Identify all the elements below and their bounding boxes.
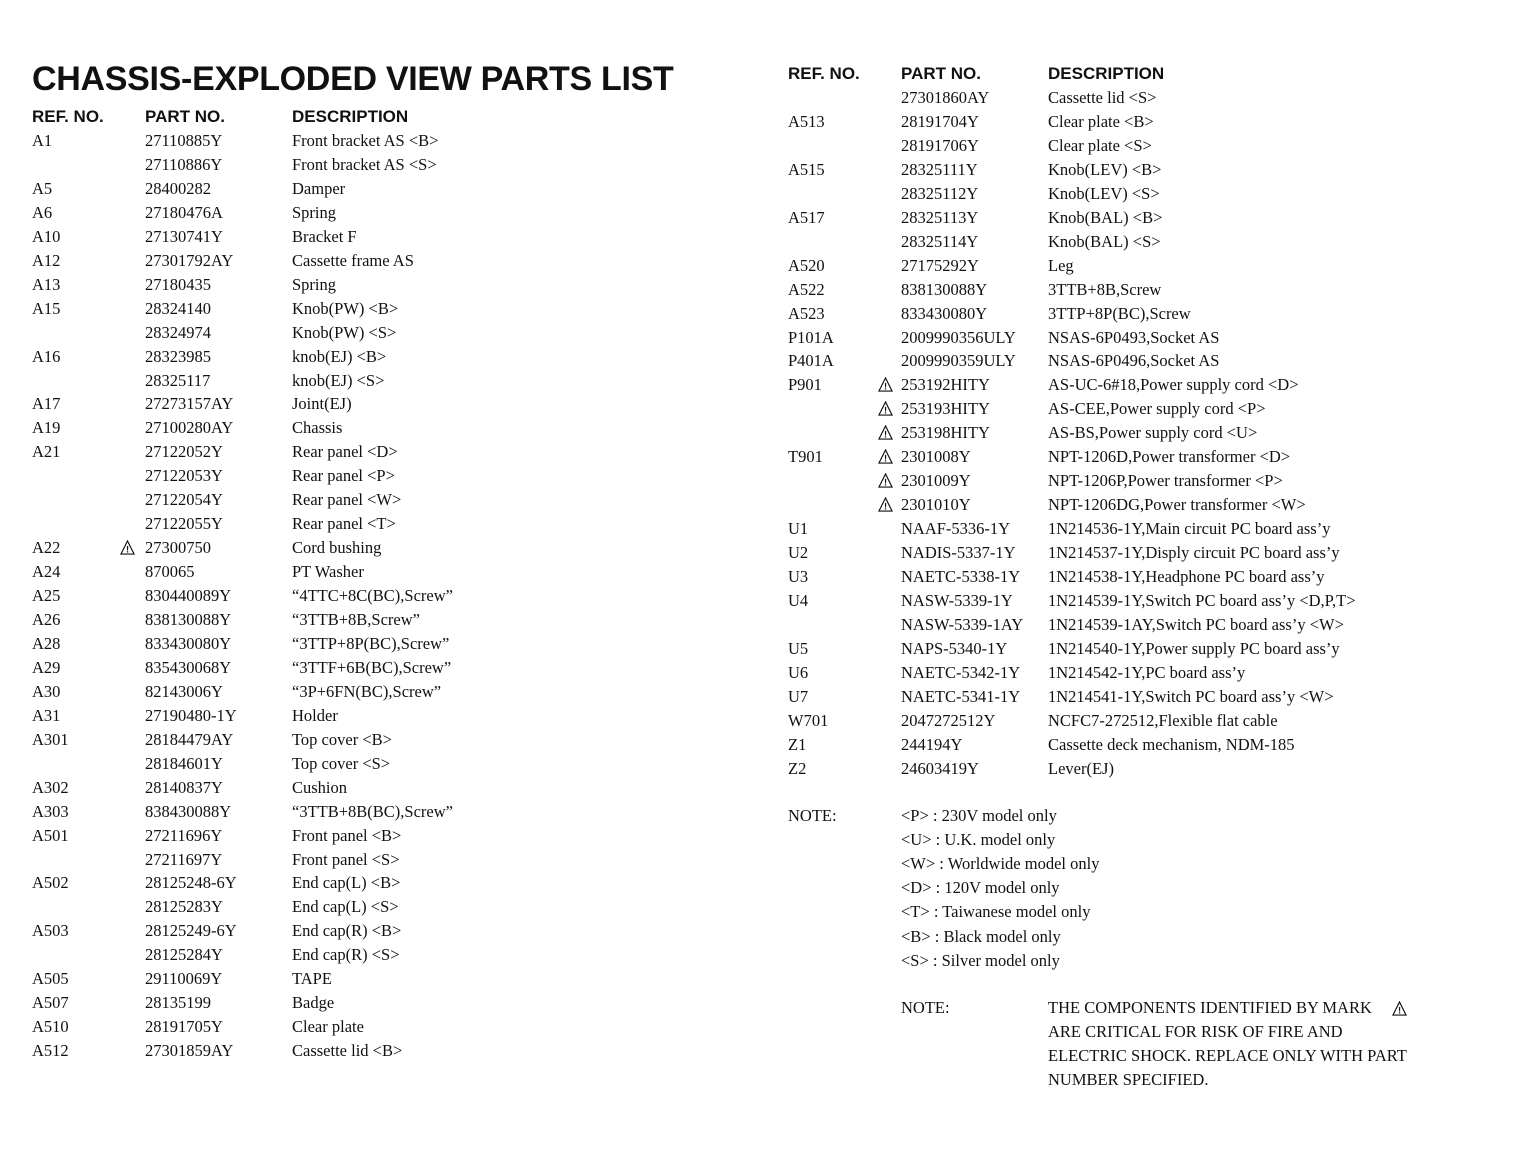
part-no-cell: 28191704Y <box>901 111 979 131</box>
part-no-cell: 27122055Y <box>145 514 223 534</box>
part-no-cell: 28125284Y <box>145 945 223 965</box>
description-cell: Rear panel <P> <box>292 466 395 486</box>
ref-no-cell: A12 <box>32 250 61 270</box>
ref-no-cell: A10 <box>32 226 61 246</box>
description-cell: Cassette deck mechanism, NDM-185 <box>1048 734 1295 754</box>
part-no-cell: 2301009Y <box>901 471 971 491</box>
warning-triangle-icon <box>878 497 893 512</box>
description-cell: Spring <box>292 202 337 222</box>
ref-no-cell: A503 <box>32 921 69 941</box>
part-no-cell: 27211696Y <box>145 825 223 845</box>
ref-no-cell: A29 <box>32 657 61 677</box>
description-cell: 1N214536-1Y,Main circuit PC board ass’y <box>1048 519 1331 539</box>
description-cell: Clear plate <S> <box>1048 135 1152 155</box>
svg-text:!: ! <box>883 501 888 512</box>
part-no-cell: NAAF-5336-1Y <box>901 519 1011 539</box>
description-cell: Bracket F <box>292 226 357 246</box>
part-no-cell: 870065 <box>145 562 195 582</box>
description-cell: Cassette frame AS <box>292 250 414 270</box>
page-title: CHASSIS-EXPLODED VIEW PARTS LIST <box>32 60 674 98</box>
part-no-cell: 24603419Y <box>901 758 979 778</box>
ref-no-cell: A515 <box>788 159 825 179</box>
right-header-ref: REF. NO. <box>788 64 860 83</box>
part-no-cell: 27211697Y <box>145 849 223 869</box>
description-cell: NCFC7-272512,Flexible flat cable <box>1048 710 1278 730</box>
description-cell: NSAS-6P0493,Socket AS <box>1048 327 1220 347</box>
part-no-cell: 2301010Y <box>901 495 971 515</box>
description-cell: 1N214538-1Y,Headphone PC board ass’y <box>1048 567 1325 586</box>
description-cell: Knob(PW) <B> <box>292 298 399 318</box>
note2-line: THE COMPONENTS IDENTIFIED BY MARK <box>1048 998 1372 1017</box>
part-no-cell: NASW-5339-1Y <box>901 590 1013 610</box>
part-no-cell: 27122054Y <box>145 490 223 510</box>
description-cell: Cassette lid <B> <box>292 1041 403 1061</box>
svg-text:!: ! <box>883 453 888 464</box>
description-cell: NSAS-6P0496,Socket AS <box>1048 351 1220 371</box>
part-no-cell: 27273157AY <box>145 394 234 414</box>
ref-no-cell: P901 <box>788 375 822 395</box>
part-no-cell: 27301860AY <box>901 88 990 107</box>
description-cell: AS-CEE,Power supply cord <P> <box>1048 399 1266 419</box>
part-no-cell: 27175292Y <box>901 255 979 275</box>
ref-no-cell: U6 <box>788 662 809 682</box>
note2-label: NOTE: <box>901 998 950 1017</box>
ref-no-cell: A5 <box>32 178 53 198</box>
description-cell: Lever(EJ) <box>1048 758 1114 778</box>
ref-no-cell: A13 <box>32 274 61 294</box>
ref-no-cell: Z1 <box>788 734 807 754</box>
description-cell: Cord bushing <box>292 538 382 558</box>
description-cell: Clear plate <box>292 1017 364 1037</box>
warning-triangle-icon <box>878 377 893 392</box>
ref-no-cell: A24 <box>32 562 61 582</box>
description-cell: knob(EJ) <S> <box>292 370 385 390</box>
part-no-cell: 28325112Y <box>901 183 979 203</box>
ref-no-cell: A522 <box>788 279 825 299</box>
ref-no-cell: A15 <box>32 298 61 318</box>
ref-no-cell: A1 <box>32 131 53 150</box>
description-cell: Cushion <box>292 777 348 797</box>
description-cell: “3TTB+8B(BC),Screw” <box>292 801 453 821</box>
part-no-cell: 244194Y <box>901 734 963 754</box>
svg-text:!: ! <box>125 544 130 555</box>
description-cell: NPT-1206D,Power transformer <D> <box>1048 447 1291 467</box>
part-no-cell: 28184601Y <box>145 753 223 773</box>
part-no-cell: 28140837Y <box>145 777 223 797</box>
part-no-cell: 27110885Y <box>145 131 223 150</box>
ref-no-cell: U2 <box>788 543 809 563</box>
ref-no-cell: U3 <box>788 567 809 586</box>
description-cell: 1N214542-1Y,PC board ass’y <box>1048 662 1246 682</box>
description-cell: Knob(BAL) <S> <box>1048 231 1161 251</box>
ref-no-cell: P401A <box>788 351 834 371</box>
warning-triangle-icon <box>1392 1001 1407 1016</box>
part-no-cell: 838430088Y <box>145 801 232 821</box>
part-no-cell: 27130741Y <box>145 226 223 246</box>
description-cell: End cap(R) <S> <box>292 945 400 965</box>
part-no-cell: NAPS-5340-1Y <box>901 638 1008 658</box>
part-no-cell: NASW-5339-1AY <box>901 614 1024 634</box>
description-cell: Rear panel <T> <box>292 514 396 534</box>
part-no-cell: 833430080Y <box>901 303 988 323</box>
part-no-cell: NAETC-5342-1Y <box>901 662 1021 682</box>
ref-no-cell: W701 <box>788 710 829 730</box>
part-no-cell: 28325111Y <box>901 159 978 179</box>
part-no-cell: 27122052Y <box>145 442 223 462</box>
left-header-ref: REF. NO. <box>32 107 104 126</box>
part-no-cell: 253198HITY <box>901 423 990 443</box>
part-no-cell: 27301792AY <box>145 250 234 270</box>
part-no-cell: 838130088Y <box>145 610 232 629</box>
part-no-cell: 28191705Y <box>145 1017 223 1037</box>
description-cell: Front panel <S> <box>292 849 400 869</box>
ref-no-cell: U1 <box>788 519 809 539</box>
description-cell: 1N214539-1AY,Switch PC board ass’y <W> <box>1048 614 1344 634</box>
description-cell: Joint(EJ) <box>292 394 352 414</box>
description-cell: knob(EJ) <B> <box>292 346 387 366</box>
description-cell: “3TTB+8B,Screw” <box>292 610 420 629</box>
ref-no-cell: A301 <box>32 729 69 749</box>
left-header-desc: DESCRIPTION <box>292 107 409 126</box>
part-no-cell: 253192HITY <box>901 375 990 395</box>
description-cell: 1N214539-1Y,Switch PC board ass’y <D,P,T> <box>1048 590 1356 610</box>
description-cell: Leg <box>1048 255 1074 275</box>
ref-no-cell: P101A <box>788 327 834 347</box>
warning-triangle-icon <box>120 540 135 555</box>
ref-no-cell: U5 <box>788 638 809 658</box>
warning-triangle-icon <box>878 401 893 416</box>
svg-text:!: ! <box>883 382 888 393</box>
description-cell: 1N214537-1Y,Disply circuit PC board ass’y <box>1048 543 1340 563</box>
ref-no-cell: A507 <box>32 993 69 1013</box>
ref-no-cell: A21 <box>32 442 61 462</box>
part-no-cell: 2047272512Y <box>901 710 996 730</box>
ref-no-cell: A512 <box>32 1041 69 1061</box>
part-no-cell: 28135199 <box>145 993 211 1013</box>
ref-no-cell: A30 <box>32 681 61 701</box>
part-no-cell: 28324140 <box>145 298 211 318</box>
part-no-cell: 28325117 <box>145 370 211 390</box>
part-no-cell: 28184479AY <box>145 729 234 749</box>
description-cell: AS-BS,Power supply cord <U> <box>1048 423 1258 443</box>
part-no-cell: 27301859AY <box>145 1041 234 1061</box>
description-cell: Chassis <box>292 418 343 438</box>
part-no-cell: 2009990356ULY <box>901 327 1016 347</box>
part-no-cell: 28125248-6Y <box>145 873 237 893</box>
ref-no-cell: A25 <box>32 586 61 606</box>
description-cell: PT Washer <box>292 562 364 582</box>
description-cell: Holder <box>292 705 338 725</box>
part-no-cell: 27100280AY <box>145 418 234 438</box>
ref-no-cell: A523 <box>788 303 825 323</box>
left-header-part: PART NO. <box>145 107 225 126</box>
note-item: <S> : Silver model only <box>901 950 1060 970</box>
part-no-cell: 27110886Y <box>145 154 223 174</box>
description-cell: Badge <box>292 993 335 1013</box>
description-cell: “3TTP+8P(BC),Screw” <box>292 633 450 653</box>
part-no-cell: NAETC-5341-1Y <box>901 686 1021 706</box>
ref-no-cell: A31 <box>32 705 61 725</box>
description-cell: Knob(PW) <S> <box>292 322 397 342</box>
note-item: <P> : 230V model only <box>901 806 1057 825</box>
note2-line: NUMBER SPECIFIED. <box>1048 1070 1209 1089</box>
right-header-part: PART NO. <box>901 64 981 83</box>
description-cell: Rear panel <W> <box>292 490 402 510</box>
description-cell: Knob(LEV) <B> <box>1048 159 1162 179</box>
part-no-cell: 27190480-1Y <box>145 705 237 725</box>
svg-text:!: ! <box>883 429 888 440</box>
svg-text:!: ! <box>1397 1005 1402 1016</box>
description-cell: Spring <box>292 274 337 294</box>
part-no-cell: 835430068Y <box>145 657 232 677</box>
description-cell: Knob(BAL) <B> <box>1048 207 1163 227</box>
description-cell: Top cover <B> <box>292 729 392 749</box>
ref-no-cell: A303 <box>32 801 69 821</box>
part-no-cell: 28324974 <box>145 322 211 342</box>
part-no-cell: 82143006Y <box>145 681 223 701</box>
part-no-cell: 28125249-6Y <box>145 921 237 941</box>
ref-no-cell: A501 <box>32 825 69 845</box>
part-no-cell: 27180476A <box>145 202 223 222</box>
part-no-cell: 27122053Y <box>145 466 223 486</box>
description-cell: Front bracket AS <B> <box>292 131 439 150</box>
ref-no-cell: A28 <box>32 633 61 653</box>
part-no-cell: NADIS-5337-1Y <box>901 543 1016 563</box>
description-cell: End cap(L) <S> <box>292 897 399 917</box>
ref-no-cell: U4 <box>788 590 809 610</box>
description-cell: “3P+6FN(BC),Screw” <box>292 681 442 701</box>
part-no-cell: 28325114Y <box>901 231 979 251</box>
note-item: <D> : 120V model only <box>901 878 1060 898</box>
ref-no-cell: Z2 <box>788 758 807 778</box>
svg-text:!: ! <box>883 477 888 488</box>
note-item: <W> : Worldwide model only <box>901 854 1100 874</box>
description-cell: Cassette lid <S> <box>1048 88 1157 107</box>
part-no-cell: 27180435 <box>145 274 211 294</box>
ref-no-cell: A520 <box>788 255 825 275</box>
note-item: <U> : U.K. model only <box>901 830 1056 850</box>
right-header-desc: DESCRIPTION <box>1048 64 1165 83</box>
ref-no-cell: A513 <box>788 111 825 131</box>
ref-no-cell: A517 <box>788 207 825 227</box>
warning-triangle-icon <box>878 425 893 440</box>
note2-line: ELECTRIC SHOCK. REPLACE ONLY WITH PART <box>1048 1046 1407 1065</box>
part-no-cell: 2301008Y <box>901 447 971 467</box>
svg-text:!: ! <box>883 406 888 416</box>
part-no-cell: 2009990359ULY <box>901 351 1016 371</box>
ref-no-cell: A505 <box>32 969 69 989</box>
part-no-cell: NAETC-5338-1Y <box>901 567 1021 586</box>
note2-line: ARE CRITICAL FOR RISK OF FIRE AND <box>1048 1022 1343 1041</box>
part-no-cell: 28323985 <box>145 346 211 366</box>
part-no-cell: 27300750 <box>145 538 211 558</box>
description-cell: Top cover <S> <box>292 753 391 773</box>
description-cell: TAPE <box>292 969 332 989</box>
ref-no-cell: A19 <box>32 418 61 438</box>
description-cell: Front bracket AS <S> <box>292 154 437 174</box>
description-cell: “3TTF+6B(BC),Screw” <box>292 657 452 677</box>
description-cell: End cap(L) <B> <box>292 873 401 893</box>
description-cell: 1N214540-1Y,Power supply PC board ass’y <box>1048 638 1340 658</box>
ref-no-cell: A26 <box>32 610 61 629</box>
description-cell: Front panel <B> <box>292 825 402 845</box>
part-no-cell: 29110069Y <box>145 969 223 989</box>
part-no-cell: 28125283Y <box>145 897 223 917</box>
note-label: NOTE: <box>788 806 837 825</box>
part-no-cell: 838130088Y <box>901 279 988 299</box>
ref-no-cell: A502 <box>32 873 69 893</box>
description-cell: Rear panel <D> <box>292 442 398 462</box>
note-item: <T> : Taiwanese model only <box>901 902 1091 922</box>
ref-no-cell: U7 <box>788 686 809 706</box>
warning-triangle-icon <box>878 473 893 488</box>
description-cell: NPT-1206P,Power transformer <P> <box>1048 471 1283 491</box>
ref-no-cell: A16 <box>32 346 61 366</box>
part-no-cell: 253193HITY <box>901 399 990 419</box>
description-cell: 3TTB+8B,Screw <box>1048 279 1162 299</box>
description-cell: 3TTP+8P(BC),Screw <box>1048 303 1191 323</box>
description-cell: 1N214541-1Y,Switch PC board ass’y <W> <box>1048 686 1334 706</box>
ref-no-cell: A6 <box>32 202 53 222</box>
part-no-cell: 28191706Y <box>901 135 979 155</box>
description-cell: Clear plate <B> <box>1048 111 1154 131</box>
description-cell: “4TTC+8C(BC),Screw” <box>292 586 453 606</box>
ref-no-cell: A302 <box>32 777 69 797</box>
part-no-cell: 833430080Y <box>145 633 232 653</box>
description-cell: NPT-1206DG,Power transformer <W> <box>1048 495 1306 515</box>
part-no-cell: 28325113Y <box>901 207 979 227</box>
ref-no-cell: A510 <box>32 1017 69 1037</box>
description-cell: Knob(LEV) <S> <box>1048 183 1160 203</box>
warning-triangle-icon <box>878 449 893 464</box>
ref-no-cell: T901 <box>788 447 823 467</box>
description-cell: End cap(R) <B> <box>292 921 402 941</box>
part-no-cell: 830440089Y <box>145 586 232 606</box>
note-item: <B> : Black model only <box>901 926 1061 946</box>
description-cell: AS-UC-6#18,Power supply cord <D> <box>1048 375 1299 395</box>
part-no-cell: 28400282 <box>145 178 211 198</box>
ref-no-cell: A17 <box>32 394 61 414</box>
description-cell: Damper <box>292 178 346 198</box>
ref-no-cell: A22 <box>32 538 61 558</box>
